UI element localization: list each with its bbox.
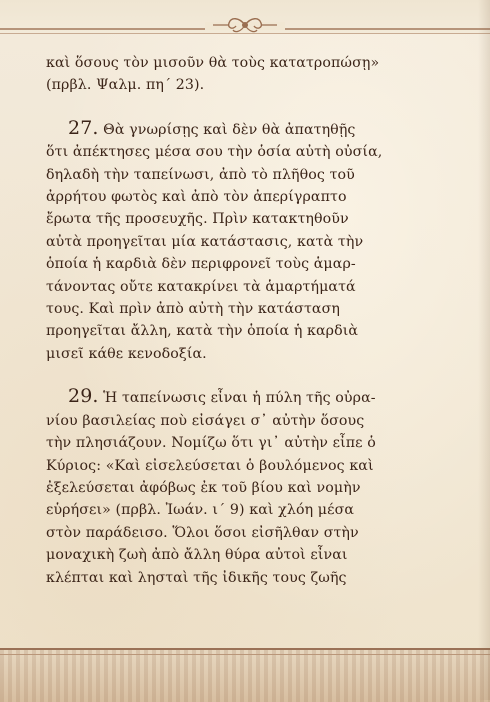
paragraph-continuation [46, 52, 438, 97]
paragraph-27 [46, 117, 438, 365]
body-text [46, 52, 438, 589]
paragraph-number: 29. [68, 385, 99, 408]
text-line: στὸν παράδεισο. Ὅλοι ὅσοι εἰσῆλθαν στὴν [46, 524, 359, 541]
text-line: μισεῖ κάθε κενοδοξία. [46, 345, 207, 362]
text-line: καὶ ὅσους τὸν μισοῦν θὰ τοὺς κατατροπώσῃ» [46, 55, 380, 71]
text-line: τὴν πλησιάζουν. Νομίζω ὅτι γι᾽ αὐτὴν εἶπε ὁ [46, 435, 376, 452]
text-line: ἐξελεύσεται ἀφόβως ἐκ τοῦ βίου καὶ νομὴν [46, 479, 361, 496]
text-line: (πρβλ. Ψαλμ. πη΄ 23). [46, 77, 205, 94]
text-line: δηλαδὴ τὴν ταπείνωσι, ἀπὸ τὸ πλῆθος τοῦ [46, 166, 355, 183]
text-line: αὐτὰ προηγεῖται μία κατάστασις, κατὰ τὴν [46, 233, 364, 250]
footer-border [0, 648, 490, 702]
text-line: ὅτι ἀπέκτησες μέσα σου τὴν ὁσία αὐτὴ οὐσία, [46, 144, 383, 161]
text-line-first [46, 385, 438, 409]
text-line: κλέπται καὶ λησταὶ τῆς ἰδικῆς τους ζωῆς [46, 569, 347, 586]
text-line-first [46, 117, 438, 141]
paragraph-29 [46, 385, 438, 589]
paragraph-number: 27. [68, 116, 99, 139]
text-line: προηγεῖται ἄλλη, κατὰ τὴν ὁποία ἡ καρδιὰ [46, 323, 359, 340]
page-edge-shadow [478, 0, 490, 700]
text-line: μοναχικὴ ζωὴ ἀπὸ ἄλλη θύρα αὐτοὶ εἶναι [46, 547, 348, 564]
text-line: Θὰ γνωρίσῃς καὶ δὲν θὰ ἀπατηθῇς [103, 121, 356, 138]
text-line: Κύριος: «Καὶ εἰσελεύσεται ὁ βουλόμενος καὶ [46, 457, 374, 474]
text-line: ὁποία ἡ καρδιὰ δὲν περιφρονεῖ τοὺς ἁμαρ- [46, 256, 356, 273]
text-line: τους. Καὶ πρὶν ἀπὸ αὐτὴ τὴν κατάσταση [46, 301, 340, 318]
text-line: νίου βασιλείας ποὺ εἰσάγει σ᾽ αὐτὴν ὅσους [46, 412, 365, 429]
text-line: Ἡ ταπείνωσις εἶναι ἡ πύλη τῆς οὐρα- [103, 390, 376, 407]
text-line: ἀρρήτου φωτὸς καὶ ἀπὸ τὸν ἀπερίγραπτο [46, 189, 347, 206]
fleuron-ornament-icon [205, 14, 285, 36]
text-line: εὑρήσει» (πρβλ. Ἰωάν. ι΄ 9) καὶ χλόη μέσα [46, 502, 355, 519]
text-line: τάνοντας οὔτε κατακρίνει τὰ ἁμαρτήματά [46, 278, 356, 295]
text-line: ἔρωτα τῆς προσευχῆς. Πρὶν κατακτηθοῦν [46, 211, 349, 228]
